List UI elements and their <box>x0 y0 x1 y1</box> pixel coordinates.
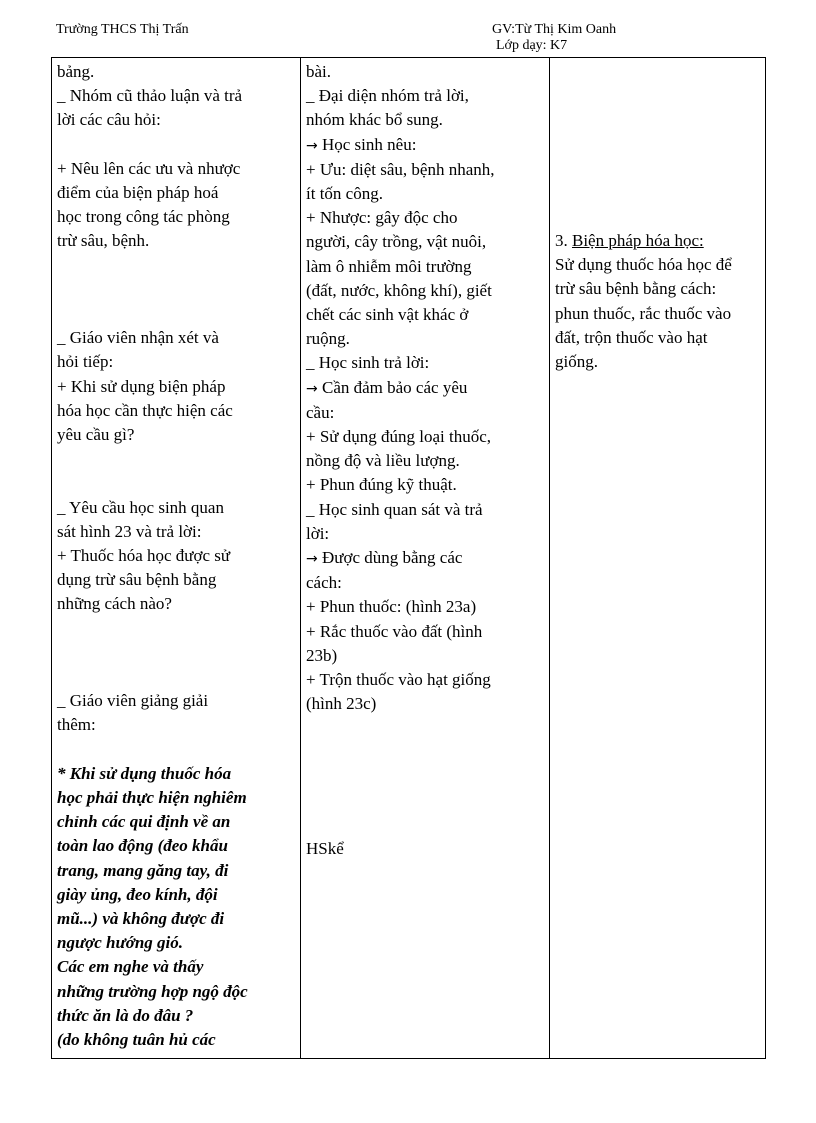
teacher-note-line: * Khi sử dụng thuốc hóa <box>57 763 232 783</box>
student-line: cầu: <box>306 402 335 422</box>
student-line: + Trộn thuốc vào hạt giống <box>306 670 491 690</box>
table-row <box>52 58 766 1059</box>
teacher-note-line: những trường hợp ngộ độc <box>57 981 248 1001</box>
teacher-activity-cell <box>52 58 301 1059</box>
teacher-note-line: (do không tuân hủ các <box>57 1029 216 1049</box>
teacher-line: học trong công tác phòng <box>57 207 230 227</box>
student-hs-note: HSkể <box>306 839 344 859</box>
student-line: lời: <box>306 523 330 543</box>
student-line: ruộng. <box>306 329 350 349</box>
teacher-line: yêu cầu gì? <box>57 424 135 444</box>
teacher-line <box>57 254 295 278</box>
teacher-line: + Thuốc hóa học được sử <box>57 545 231 565</box>
teacher-line: lời các câu hỏi: <box>57 110 161 130</box>
teacher-line: điểm của biện pháp hoá <box>57 183 219 202</box>
lesson-table <box>51 57 766 1059</box>
student-line: (hình 23c) <box>306 694 377 714</box>
teacher-line <box>57 447 295 471</box>
teacher-note-line: mũ...) và không được đi <box>57 908 225 928</box>
teacher-note-line: Các em nghe và thấy <box>57 957 204 977</box>
student-line: _ Đại diện nhóm trả lời, <box>306 86 469 106</box>
student-line: nồng độ và liều lượng. <box>306 451 460 471</box>
teacher-line: + Khi sử dụng biện pháp <box>57 376 226 396</box>
student-line: nhóm khác bổ sung. <box>306 110 443 130</box>
arrow-right-icon: → <box>306 380 318 397</box>
teacher-note-line: thức ăn là do đâu ? <box>57 1005 194 1025</box>
teacher-note-italic <box>57 762 295 1052</box>
student-line: + Phun thuốc: (hình 23a) <box>306 597 477 617</box>
student-lines-b <box>306 158 544 376</box>
student-arrow-text: Cần đảm bảo các yêu <box>321 377 468 397</box>
teacher-line: bảng. <box>57 62 95 81</box>
teacher-line: _ Nhóm cũ thảo luận và trả <box>57 86 243 106</box>
student-lines-c <box>306 401 544 546</box>
teacher-note-line: trang, mang găng tay, đi <box>57 860 229 880</box>
content-heading: 3. Biện pháp hóa học: <box>555 231 704 250</box>
student-line: _ Học sinh quan sát và trả <box>306 499 483 519</box>
teacher-line: sát hình 23 và trả lời: <box>57 521 202 541</box>
teacher-name: GV:Từ Thị Kim Oanh <box>492 22 617 37</box>
teacher-line: _ Giáo viên nhận xét và <box>57 328 219 348</box>
teacher-line: những cách nào? <box>57 594 172 614</box>
teacher-line <box>57 738 295 762</box>
teacher-line <box>57 471 295 495</box>
student-line: _ Học sinh trả lời: <box>306 353 430 373</box>
teacher-line <box>57 641 295 665</box>
student-spacer <box>306 716 544 837</box>
student-arrow-line <box>306 133 544 158</box>
student-line: + Sử dụng đúng loại thuốc, <box>306 427 492 447</box>
student-activity-cell <box>301 58 550 1059</box>
content-line: đất, trộn thuốc vào hạt <box>555 327 708 347</box>
content-line: trừ sâu bệnh bằng cách: <box>555 279 717 299</box>
arrow-right-icon: → <box>306 137 318 154</box>
student-line: cách: <box>306 573 342 593</box>
teacher-note-line: giày ủng, đeo kính, đội <box>57 884 218 904</box>
teacher-activity-lines <box>57 60 295 762</box>
student-line: chết các sinh vật khác ở <box>306 305 469 325</box>
teacher-line: _ Yêu cầu học sinh quan <box>57 497 224 517</box>
student-line: + Phun đúng kỹ thuật. <box>306 475 457 495</box>
content-spacer <box>555 60 760 229</box>
teacher-note-line: học phải thực hiện nghiêm <box>57 787 247 807</box>
teacher-line: trừ sâu, bệnh. <box>57 231 150 251</box>
content-line: phun thuốc, rắc thuốc vào <box>555 303 732 323</box>
student-line: người, cây trồng, vật nuôi, <box>306 232 487 252</box>
teacher-note-line: ngược hướng gió. <box>57 933 183 953</box>
content-cell <box>550 58 766 1059</box>
content-line: giống. <box>555 352 598 372</box>
arrow-right-icon: → <box>306 551 318 568</box>
student-line: bài. <box>306 62 332 81</box>
content-heading-text: Biện pháp hóa học: <box>572 231 704 250</box>
teacher-line: + Nêu lên các ưu và nhược <box>57 158 241 178</box>
student-arrow-text: Học sinh nêu: <box>321 134 417 154</box>
student-line: 23b) <box>306 645 338 665</box>
teacher-line: dụng trừ sâu bệnh bằng <box>57 570 217 590</box>
student-lines-a <box>306 60 544 133</box>
student-line: làm ô nhiễm môi trường <box>306 256 472 276</box>
student-lines-d <box>306 571 544 716</box>
student-arrow-line <box>306 546 544 571</box>
teacher-line: thêm: <box>57 715 96 735</box>
student-line: (đất, nước, không khí), giết <box>306 280 492 300</box>
teacher-line <box>57 665 295 689</box>
teacher-line: hóa học cần thực hiện các <box>57 400 233 420</box>
teacher-line <box>57 278 295 302</box>
student-arrow-line <box>306 376 544 401</box>
content-line: Sử dụng thuốc hóa học để <box>555 255 732 275</box>
teacher-line <box>57 617 295 641</box>
teacher-line <box>57 133 295 157</box>
teacher-note-line: chỉnh các qui định về an <box>57 812 231 832</box>
class-name: Lớp dạy: K7 <box>496 38 568 53</box>
student-line: + Ưu: diệt sâu, bệnh nhanh, <box>306 159 495 179</box>
teacher-line: _ Giáo viên giảng giải <box>57 691 209 711</box>
teacher-note-line: toàn lao động (đeo khẩu <box>57 836 228 856</box>
teacher-line <box>57 302 295 326</box>
student-line: ít tốn công. <box>306 184 383 204</box>
school-name: Trường THCS Thị Trấn <box>56 22 189 37</box>
content-lines <box>555 253 760 374</box>
student-arrow-text: Được dùng bằng các <box>321 548 463 568</box>
student-line: + Rắc thuốc vào đất (hình <box>306 621 483 641</box>
student-line: + Nhược: gây độc cho <box>306 208 458 228</box>
teacher-line: hỏi tiếp: <box>57 352 114 372</box>
